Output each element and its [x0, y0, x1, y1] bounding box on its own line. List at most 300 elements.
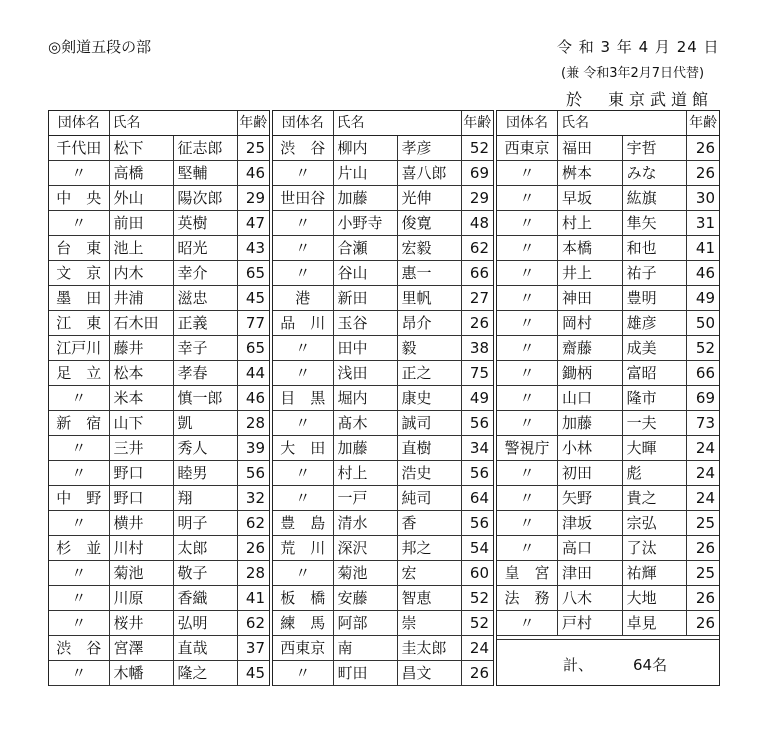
age-cell: 32: [237, 486, 269, 511]
table-row: [273, 211, 493, 236]
table-row: [273, 636, 493, 661]
age-cell: 49: [461, 386, 493, 411]
given-name-cell: 宏: [397, 561, 461, 586]
given-name-cell: 隆之: [173, 661, 237, 686]
table-row: [497, 586, 719, 611]
table-row: [49, 136, 269, 161]
group-cell: 〃: [273, 561, 333, 586]
age-cell: 34: [461, 436, 493, 461]
age-cell: 25: [237, 136, 269, 161]
table-row: [273, 461, 493, 486]
given-name-cell: 大暉: [622, 436, 687, 461]
table-row: [49, 661, 269, 686]
age-cell: 39: [237, 436, 269, 461]
header-row: [273, 111, 493, 136]
table-row: [497, 486, 719, 511]
surname-cell: 井浦: [109, 286, 173, 311]
table-row: [497, 411, 719, 436]
table-row: [273, 136, 493, 161]
age-cell: 46: [237, 161, 269, 186]
age-cell: 24: [687, 486, 719, 511]
group-cell: 台 東: [49, 236, 109, 261]
age-cell: 56: [237, 461, 269, 486]
surname-cell: 本橋: [558, 236, 623, 261]
surname-cell: 加藤: [333, 436, 397, 461]
given-name-cell: 誠司: [397, 411, 461, 436]
column-header-age: 年齢: [687, 111, 719, 136]
table-row: [497, 186, 719, 211]
table-row: [49, 361, 269, 386]
surname-cell: 井上: [558, 261, 623, 286]
group-cell: 〃: [49, 161, 109, 186]
given-name-cell: 邦之: [397, 536, 461, 561]
age-cell: 29: [461, 186, 493, 211]
age-cell: 65: [237, 261, 269, 286]
given-name-cell: 了汰: [622, 536, 687, 561]
surname-cell: 菊池: [109, 561, 173, 586]
total-summary: [497, 639, 719, 688]
table-row: [49, 186, 269, 211]
table-row: [49, 586, 269, 611]
surname-cell: 菊池: [333, 561, 397, 586]
surname-cell: 町田: [333, 661, 397, 686]
surname-cell: 山下: [109, 411, 173, 436]
table-row: [273, 536, 493, 561]
age-cell: 48: [461, 211, 493, 236]
surname-cell: 柳内: [333, 136, 397, 161]
surname-cell: 横井: [109, 511, 173, 536]
given-name-cell: 智恵: [397, 586, 461, 611]
given-name-cell: 紘旗: [622, 186, 687, 211]
surname-cell: 玉谷: [333, 311, 397, 336]
group-cell: 西東京: [273, 636, 333, 661]
column-header-name: 氏名: [558, 111, 687, 136]
group-cell: 警視庁: [497, 436, 558, 461]
given-name-cell: 凱: [173, 411, 237, 436]
group-cell: 〃: [497, 611, 558, 636]
given-name-cell: 英樹: [173, 211, 237, 236]
group-cell: 〃: [49, 586, 109, 611]
surname-cell: 川原: [109, 586, 173, 611]
table-row: [273, 486, 493, 511]
table-row: [273, 286, 493, 311]
group-cell: 〃: [49, 436, 109, 461]
group-cell: 〃: [49, 661, 109, 686]
group-cell: 中 野: [49, 486, 109, 511]
table-row: [49, 386, 269, 411]
given-name-cell: 正義: [173, 311, 237, 336]
given-name-cell: 孝彦: [397, 136, 461, 161]
surname-cell: 高橋: [109, 161, 173, 186]
table-row: [497, 386, 719, 411]
table-row: [49, 611, 269, 636]
group-cell: 足 立: [49, 361, 109, 386]
group-cell: 〃: [273, 661, 333, 686]
given-name-cell: みな: [622, 161, 687, 186]
column-header-name: 氏名: [333, 111, 461, 136]
group-cell: 〃: [497, 411, 558, 436]
table-row: [497, 236, 719, 261]
table-row: [273, 511, 493, 536]
roster-block-3: [496, 110, 720, 686]
given-name-cell: 幸子: [173, 336, 237, 361]
given-name-cell: 光伸: [397, 186, 461, 211]
surname-cell: 加藤: [333, 186, 397, 211]
total-label: 計、: [563, 656, 594, 674]
age-cell: 26: [237, 536, 269, 561]
surname-cell: 田中: [333, 336, 397, 361]
table-row: [497, 211, 719, 236]
age-cell: 62: [237, 611, 269, 636]
header-row: [49, 111, 269, 136]
table-row: [497, 611, 719, 636]
age-cell: 66: [461, 261, 493, 286]
group-cell: 品 川: [273, 311, 333, 336]
surname-cell: 村上: [558, 211, 623, 236]
group-cell: 〃: [497, 461, 558, 486]
table-row: [49, 486, 269, 511]
surname-cell: 川村: [109, 536, 173, 561]
table-row: [49, 311, 269, 336]
table-row: [273, 336, 493, 361]
table-row: [273, 161, 493, 186]
surname-cell: 八木: [558, 586, 623, 611]
age-cell: 64: [461, 486, 493, 511]
surname-cell: 堀内: [333, 386, 397, 411]
group-cell: 〃: [497, 361, 558, 386]
age-cell: 52: [461, 611, 493, 636]
group-cell: 練 馬: [273, 611, 333, 636]
group-cell: 〃: [497, 311, 558, 336]
table-row: [273, 361, 493, 386]
age-cell: 29: [237, 186, 269, 211]
given-name-cell: 弘明: [173, 611, 237, 636]
age-cell: 56: [461, 461, 493, 486]
given-name-cell: 宏毅: [397, 236, 461, 261]
surname-cell: 米本: [109, 386, 173, 411]
age-cell: 77: [237, 311, 269, 336]
group-cell: 〃: [497, 386, 558, 411]
group-cell: 〃: [497, 536, 558, 561]
surname-cell: 神田: [558, 286, 623, 311]
group-cell: 〃: [273, 236, 333, 261]
group-cell: 杉 並: [49, 536, 109, 561]
group-cell: 港: [273, 286, 333, 311]
given-name-cell: 昌文: [397, 661, 461, 686]
given-name-cell: 征志郎: [173, 136, 237, 161]
group-cell: 大 田: [273, 436, 333, 461]
table-row: [273, 561, 493, 586]
age-cell: 47: [237, 211, 269, 236]
surname-cell: 外山: [109, 186, 173, 211]
surname-cell: 内木: [109, 261, 173, 286]
age-cell: 54: [461, 536, 493, 561]
age-cell: 27: [461, 286, 493, 311]
section-title: ◎剣道五段の部: [48, 38, 152, 56]
age-cell: 73: [687, 411, 719, 436]
surname-cell: 新田: [333, 286, 397, 311]
given-name-cell: 隆市: [622, 386, 687, 411]
group-cell: 〃: [49, 211, 109, 236]
given-name-cell: 正之: [397, 361, 461, 386]
given-name-cell: 惠一: [397, 261, 461, 286]
group-cell: 板 橋: [273, 586, 333, 611]
group-cell: 渋 谷: [49, 636, 109, 661]
surname-cell: 野口: [109, 486, 173, 511]
table-row: [49, 461, 269, 486]
table-row: [49, 511, 269, 536]
given-name-cell: 祐子: [622, 261, 687, 286]
surname-cell: 齋藤: [558, 336, 623, 361]
group-cell: 〃: [497, 511, 558, 536]
column-header-group: 団体名: [273, 111, 333, 136]
surname-cell: 山口: [558, 386, 623, 411]
table-row: [49, 261, 269, 286]
table-row: [273, 611, 493, 636]
roster-block-1: [48, 110, 270, 686]
column-header-name: 氏名: [109, 111, 237, 136]
age-cell: 26: [461, 311, 493, 336]
group-cell: 〃: [273, 161, 333, 186]
age-cell: 52: [687, 336, 719, 361]
table-row: [497, 561, 719, 586]
event-date: 令 和 3 年 4 月 24 日: [557, 38, 720, 56]
given-name-cell: 豊明: [622, 286, 687, 311]
surname-cell: 一戸: [333, 486, 397, 511]
group-cell: 〃: [273, 461, 333, 486]
age-cell: 26: [687, 586, 719, 611]
table-row: [497, 511, 719, 536]
age-cell: 52: [461, 136, 493, 161]
table-row: [273, 436, 493, 461]
surname-cell: 合瀬: [333, 236, 397, 261]
given-name-cell: 里帆: [397, 286, 461, 311]
surname-cell: 鋤柄: [558, 361, 623, 386]
table-row: [273, 186, 493, 211]
table-row: [49, 411, 269, 436]
surname-cell: 早坂: [558, 186, 623, 211]
group-cell: 江 東: [49, 311, 109, 336]
surname-cell: 阿部: [333, 611, 397, 636]
table-row: [49, 561, 269, 586]
surname-cell: 矢野: [558, 486, 623, 511]
table-row: [497, 286, 719, 311]
group-cell: 目 黒: [273, 386, 333, 411]
table-row: [497, 136, 719, 161]
table-row: [273, 311, 493, 336]
surname-cell: 深沢: [333, 536, 397, 561]
age-cell: 38: [461, 336, 493, 361]
given-name-cell: 純司: [397, 486, 461, 511]
given-name-cell: 貴之: [622, 486, 687, 511]
surname-cell: 福田: [558, 136, 623, 161]
group-cell: 〃: [497, 186, 558, 211]
age-cell: 46: [237, 386, 269, 411]
age-cell: 41: [237, 586, 269, 611]
given-name-cell: 一夫: [622, 411, 687, 436]
age-cell: 26: [687, 611, 719, 636]
group-cell: 〃: [497, 336, 558, 361]
given-name-cell: 宗弘: [622, 511, 687, 536]
group-cell: 〃: [273, 261, 333, 286]
age-cell: 62: [237, 511, 269, 536]
surname-cell: 浅田: [333, 361, 397, 386]
total-value: 64名: [633, 656, 668, 674]
given-name-cell: 卓見: [622, 611, 687, 636]
age-cell: 30: [687, 186, 719, 211]
age-cell: 28: [237, 411, 269, 436]
given-name-cell: 崇: [397, 611, 461, 636]
surname-cell: 木幡: [109, 661, 173, 686]
table-row: [497, 261, 719, 286]
group-cell: 文 京: [49, 261, 109, 286]
age-cell: 25: [687, 561, 719, 586]
given-name-cell: 喜八郎: [397, 161, 461, 186]
group-cell: 〃: [49, 461, 109, 486]
given-name-cell: 雄彦: [622, 311, 687, 336]
given-name-cell: 幸介: [173, 261, 237, 286]
age-cell: 69: [687, 386, 719, 411]
age-cell: 65: [237, 336, 269, 361]
table-row: [273, 586, 493, 611]
group-cell: 渋 谷: [273, 136, 333, 161]
roster-table: [273, 111, 493, 686]
table-row: [273, 411, 493, 436]
group-cell: 新 宿: [49, 411, 109, 436]
group-cell: 法 務: [497, 586, 558, 611]
surname-cell: 桝本: [558, 161, 623, 186]
venue: 於 東京武道館: [566, 90, 714, 109]
table-row: [273, 661, 493, 686]
group-cell: 荒 川: [273, 536, 333, 561]
age-cell: 45: [237, 286, 269, 311]
given-name-cell: 敬子: [173, 561, 237, 586]
given-name-cell: 成美: [622, 336, 687, 361]
surname-cell: 清水: [333, 511, 397, 536]
group-cell: 〃: [49, 511, 109, 536]
given-name-cell: 宇哲: [622, 136, 687, 161]
surname-cell: 三井: [109, 436, 173, 461]
roster: [48, 110, 720, 686]
surname-cell: 初田: [558, 461, 623, 486]
table-row: [49, 636, 269, 661]
given-name-cell: 孝春: [173, 361, 237, 386]
group-cell: 〃: [49, 561, 109, 586]
age-cell: 24: [461, 636, 493, 661]
given-name-cell: 慎一郎: [173, 386, 237, 411]
group-cell: 〃: [49, 611, 109, 636]
roster-block-2: [272, 110, 494, 686]
age-cell: 43: [237, 236, 269, 261]
surname-cell: 安藤: [333, 586, 397, 611]
table-row: [49, 211, 269, 236]
age-cell: 60: [461, 561, 493, 586]
table-row: [49, 536, 269, 561]
given-name-cell: 浩史: [397, 461, 461, 486]
age-cell: 75: [461, 361, 493, 386]
age-cell: 28: [237, 561, 269, 586]
table-row: [49, 236, 269, 261]
group-cell: 〃: [273, 361, 333, 386]
group-cell: 〃: [497, 236, 558, 261]
table-row: [273, 236, 493, 261]
group-cell: 皇 宮: [497, 561, 558, 586]
group-cell: 西東京: [497, 136, 558, 161]
given-name-cell: 秀人: [173, 436, 237, 461]
age-cell: 56: [461, 411, 493, 436]
group-cell: 〃: [273, 411, 333, 436]
table-row: [497, 336, 719, 361]
given-name-cell: 隼矢: [622, 211, 687, 236]
column-header-group: 団体名: [497, 111, 558, 136]
surname-cell: 津田: [558, 561, 623, 586]
column-header-age: 年齢: [461, 111, 493, 136]
surname-cell: 小野寺: [333, 211, 397, 236]
age-cell: 69: [461, 161, 493, 186]
age-cell: 52: [461, 586, 493, 611]
surname-cell: 岡村: [558, 311, 623, 336]
group-cell: 〃: [273, 486, 333, 511]
group-cell: 〃: [497, 486, 558, 511]
table-row: [49, 436, 269, 461]
group-cell: 〃: [273, 336, 333, 361]
group-cell: 〃: [49, 386, 109, 411]
table-row: [273, 386, 493, 411]
group-cell: 墨 田: [49, 286, 109, 311]
age-cell: 25: [687, 511, 719, 536]
surname-cell: 宮澤: [109, 636, 173, 661]
age-cell: 45: [237, 661, 269, 686]
column-header-group: 団体名: [49, 111, 109, 136]
group-cell: 世田谷: [273, 186, 333, 211]
table-row: [497, 361, 719, 386]
roster-table: [49, 111, 269, 686]
given-name-cell: 香織: [173, 586, 237, 611]
table-row: [497, 461, 719, 486]
age-cell: 66: [687, 361, 719, 386]
age-cell: 46: [687, 261, 719, 286]
age-cell: 24: [687, 436, 719, 461]
surname-cell: 津坂: [558, 511, 623, 536]
table-row: [273, 261, 493, 286]
given-name-cell: 睦男: [173, 461, 237, 486]
header-row: [497, 111, 719, 136]
surname-cell: 松下: [109, 136, 173, 161]
surname-cell: 南: [333, 636, 397, 661]
given-name-cell: 香: [397, 511, 461, 536]
group-cell: 千代田: [49, 136, 109, 161]
given-name-cell: 祐輝: [622, 561, 687, 586]
table-row: [497, 311, 719, 336]
column-header-age: 年齢: [237, 111, 269, 136]
group-cell: 江戸川: [49, 336, 109, 361]
group-cell: 〃: [497, 211, 558, 236]
surname-cell: 池上: [109, 236, 173, 261]
given-name-cell: 圭太郎: [397, 636, 461, 661]
given-name-cell: 直樹: [397, 436, 461, 461]
surname-cell: 松本: [109, 361, 173, 386]
surname-cell: 小林: [558, 436, 623, 461]
given-name-cell: 和也: [622, 236, 687, 261]
given-name-cell: 昂介: [397, 311, 461, 336]
given-name-cell: 滋忠: [173, 286, 237, 311]
group-cell: 豊 島: [273, 511, 333, 536]
age-cell: 62: [461, 236, 493, 261]
age-cell: 26: [687, 161, 719, 186]
group-cell: 〃: [497, 286, 558, 311]
surname-cell: 藤井: [109, 336, 173, 361]
age-cell: 24: [687, 461, 719, 486]
